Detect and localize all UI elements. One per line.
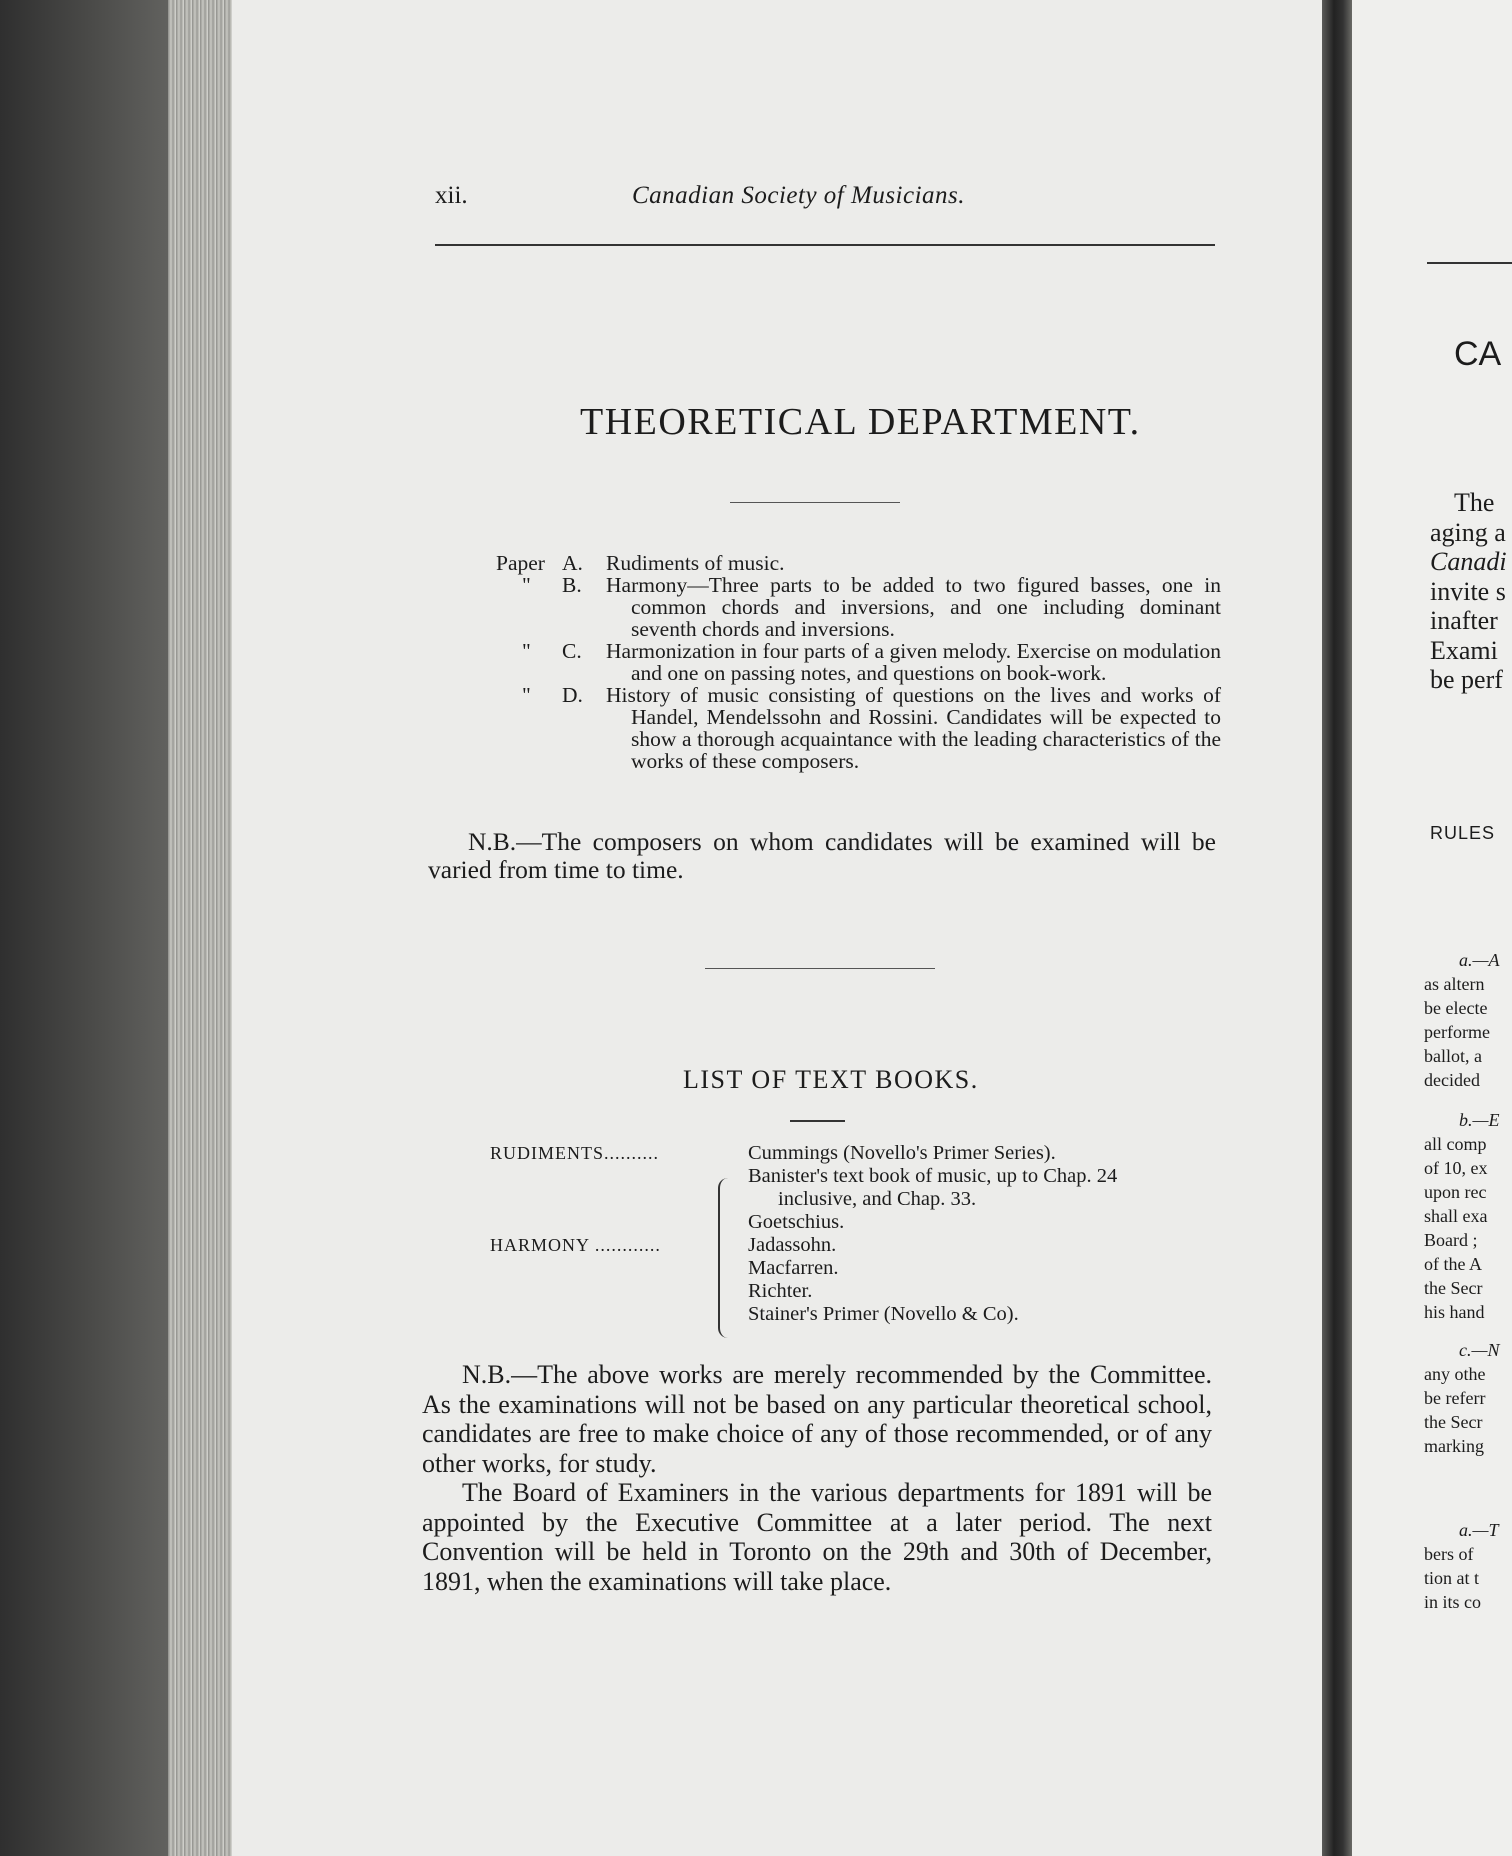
section-line: Board ; [1424,1230,1478,1250]
running-title: Canadian Society of Musicians. [632,182,966,209]
nb-composers: N.B.—The composers on whom candidates will be examined will be varied from time to time. [428,827,1216,884]
ditto-mark: " [522,573,531,597]
right-line: inafter [1430,606,1498,635]
rudiments-book: Cummings (Novello's Primer Series). [748,1142,1056,1164]
section-line: decided [1424,1070,1480,1090]
section-line: ballot, a [1424,1046,1482,1066]
paper-b [496,574,1221,640]
section-line: a.—A [1459,950,1500,970]
right-line: Exami [1430,635,1498,665]
section-line: the Secr [1424,1278,1483,1298]
section-b [1424,1108,1500,1324]
harmony-book: Goetschius. [748,1211,845,1233]
harmony-brace [718,1178,730,1338]
paper-text: Harmony—Three parts to be added to two figured basses, one in common chords and inversions, and one including dominant seventh chords and inversions. [606,573,1221,641]
paper-text: Harmonization in four parts of a given melody. Exercise on modulation and one on passing notes, and questions on book-work. [606,639,1221,685]
section-c [1424,1338,1500,1458]
section-line: shall exa [1424,1206,1488,1226]
harmony-book: Banister's text book of music, up to Chap. 24 [748,1165,1118,1187]
right-page-title: CA [1454,335,1502,373]
section-line: performe [1424,1022,1490,1042]
header-rule [435,244,1215,246]
board-paragraph: The Board of Examiners in the various departments for 1891 will be appointed by the Executive Committee at a later period. The next Convention will be held in Toronto on the 29th and 30th of December, 1891, when the examinations will take place. [422,1478,1212,1596]
ditto-mark: " [522,639,531,663]
paper-label: Paper [496,551,545,575]
section-line: in its co [1424,1592,1481,1612]
paper-a [496,552,1221,574]
right-line: The [1454,488,1495,517]
page-edges [168,0,238,1856]
paper-d [496,684,1221,772]
section-line: marking [1424,1436,1484,1456]
paper-letter: D. [562,683,583,707]
title-rule [730,502,900,503]
right-line: be perf [1430,665,1503,694]
section-a1 [1424,948,1500,1092]
book-gutter [1322,0,1352,1856]
section-line: a.—T [1459,1520,1499,1540]
paper-letter: B. [562,573,582,597]
section-line: c.—N [1459,1340,1500,1360]
paper-c [496,640,1221,684]
text-books-rule [790,1120,845,1122]
section-line: the Secr [1424,1412,1483,1432]
section-line: his hand [1424,1302,1485,1322]
paper-text: Rudiments of music. [606,551,785,575]
section-line: be electe [1424,998,1488,1018]
harmony-book-continued: inclusive, and Chap. 33. [778,1188,977,1210]
section-rule [705,968,935,969]
section-line: tion at t [1424,1568,1479,1588]
paper-text: History of music consisting of questions on the lives and works of Handel, Mendelssohn and Rossini. Candidates will be expected to show a thorough acquaintance with the leading characteristics of the works of these composers. [606,683,1221,773]
section-line: all comp [1424,1134,1487,1154]
section-line: upon rec [1424,1182,1487,1202]
harmony-label: HARMONY ............ [490,1235,661,1255]
harmony-book: Macfarren. [748,1257,839,1279]
paper-letter: C. [562,639,582,663]
nb-works: N.B.—The above works are merely recommended by the Committee. As the examinations will not be based on any particular theoretical school, candidates are free to make choice of any of those recommended, or of any other works, for study. [422,1360,1212,1478]
right-line: aging a [1430,517,1506,547]
section-line: b.—E [1459,1110,1500,1130]
paper-letter: A. [562,551,583,575]
section-a2 [1424,1518,1499,1614]
section-line: as altern [1424,974,1485,994]
right-line: invite s [1430,576,1506,606]
section-line: bers of [1424,1544,1474,1564]
ditto-mark: " [522,683,531,707]
page-number: xii. [435,182,468,209]
right-line: Canadi [1430,547,1507,576]
section-line: any othe [1424,1364,1486,1384]
section-line: be referr [1424,1388,1486,1408]
harmony-book: Richter. [748,1280,813,1302]
department-title: THEORETICAL DEPARTMENT. [580,401,1141,443]
harmony-book: Jadassohn. [748,1234,837,1256]
papers-list [496,552,1221,772]
harmony-book: Stainer's Primer (Novello & Co). [748,1303,1019,1325]
rules-heading: RULES [1430,823,1496,843]
right-page-rule [1427,262,1512,264]
closing-notes [422,1360,1212,1596]
text-books-title: LIST OF TEXT BOOKS. [683,1065,979,1094]
right-page [1352,0,1512,1856]
rudiments-label: RUDIMENTS.......... [490,1143,660,1163]
right-page-text [1430,488,1507,695]
section-line: of the A [1424,1254,1482,1274]
section-line: of 10, ex [1424,1158,1488,1178]
